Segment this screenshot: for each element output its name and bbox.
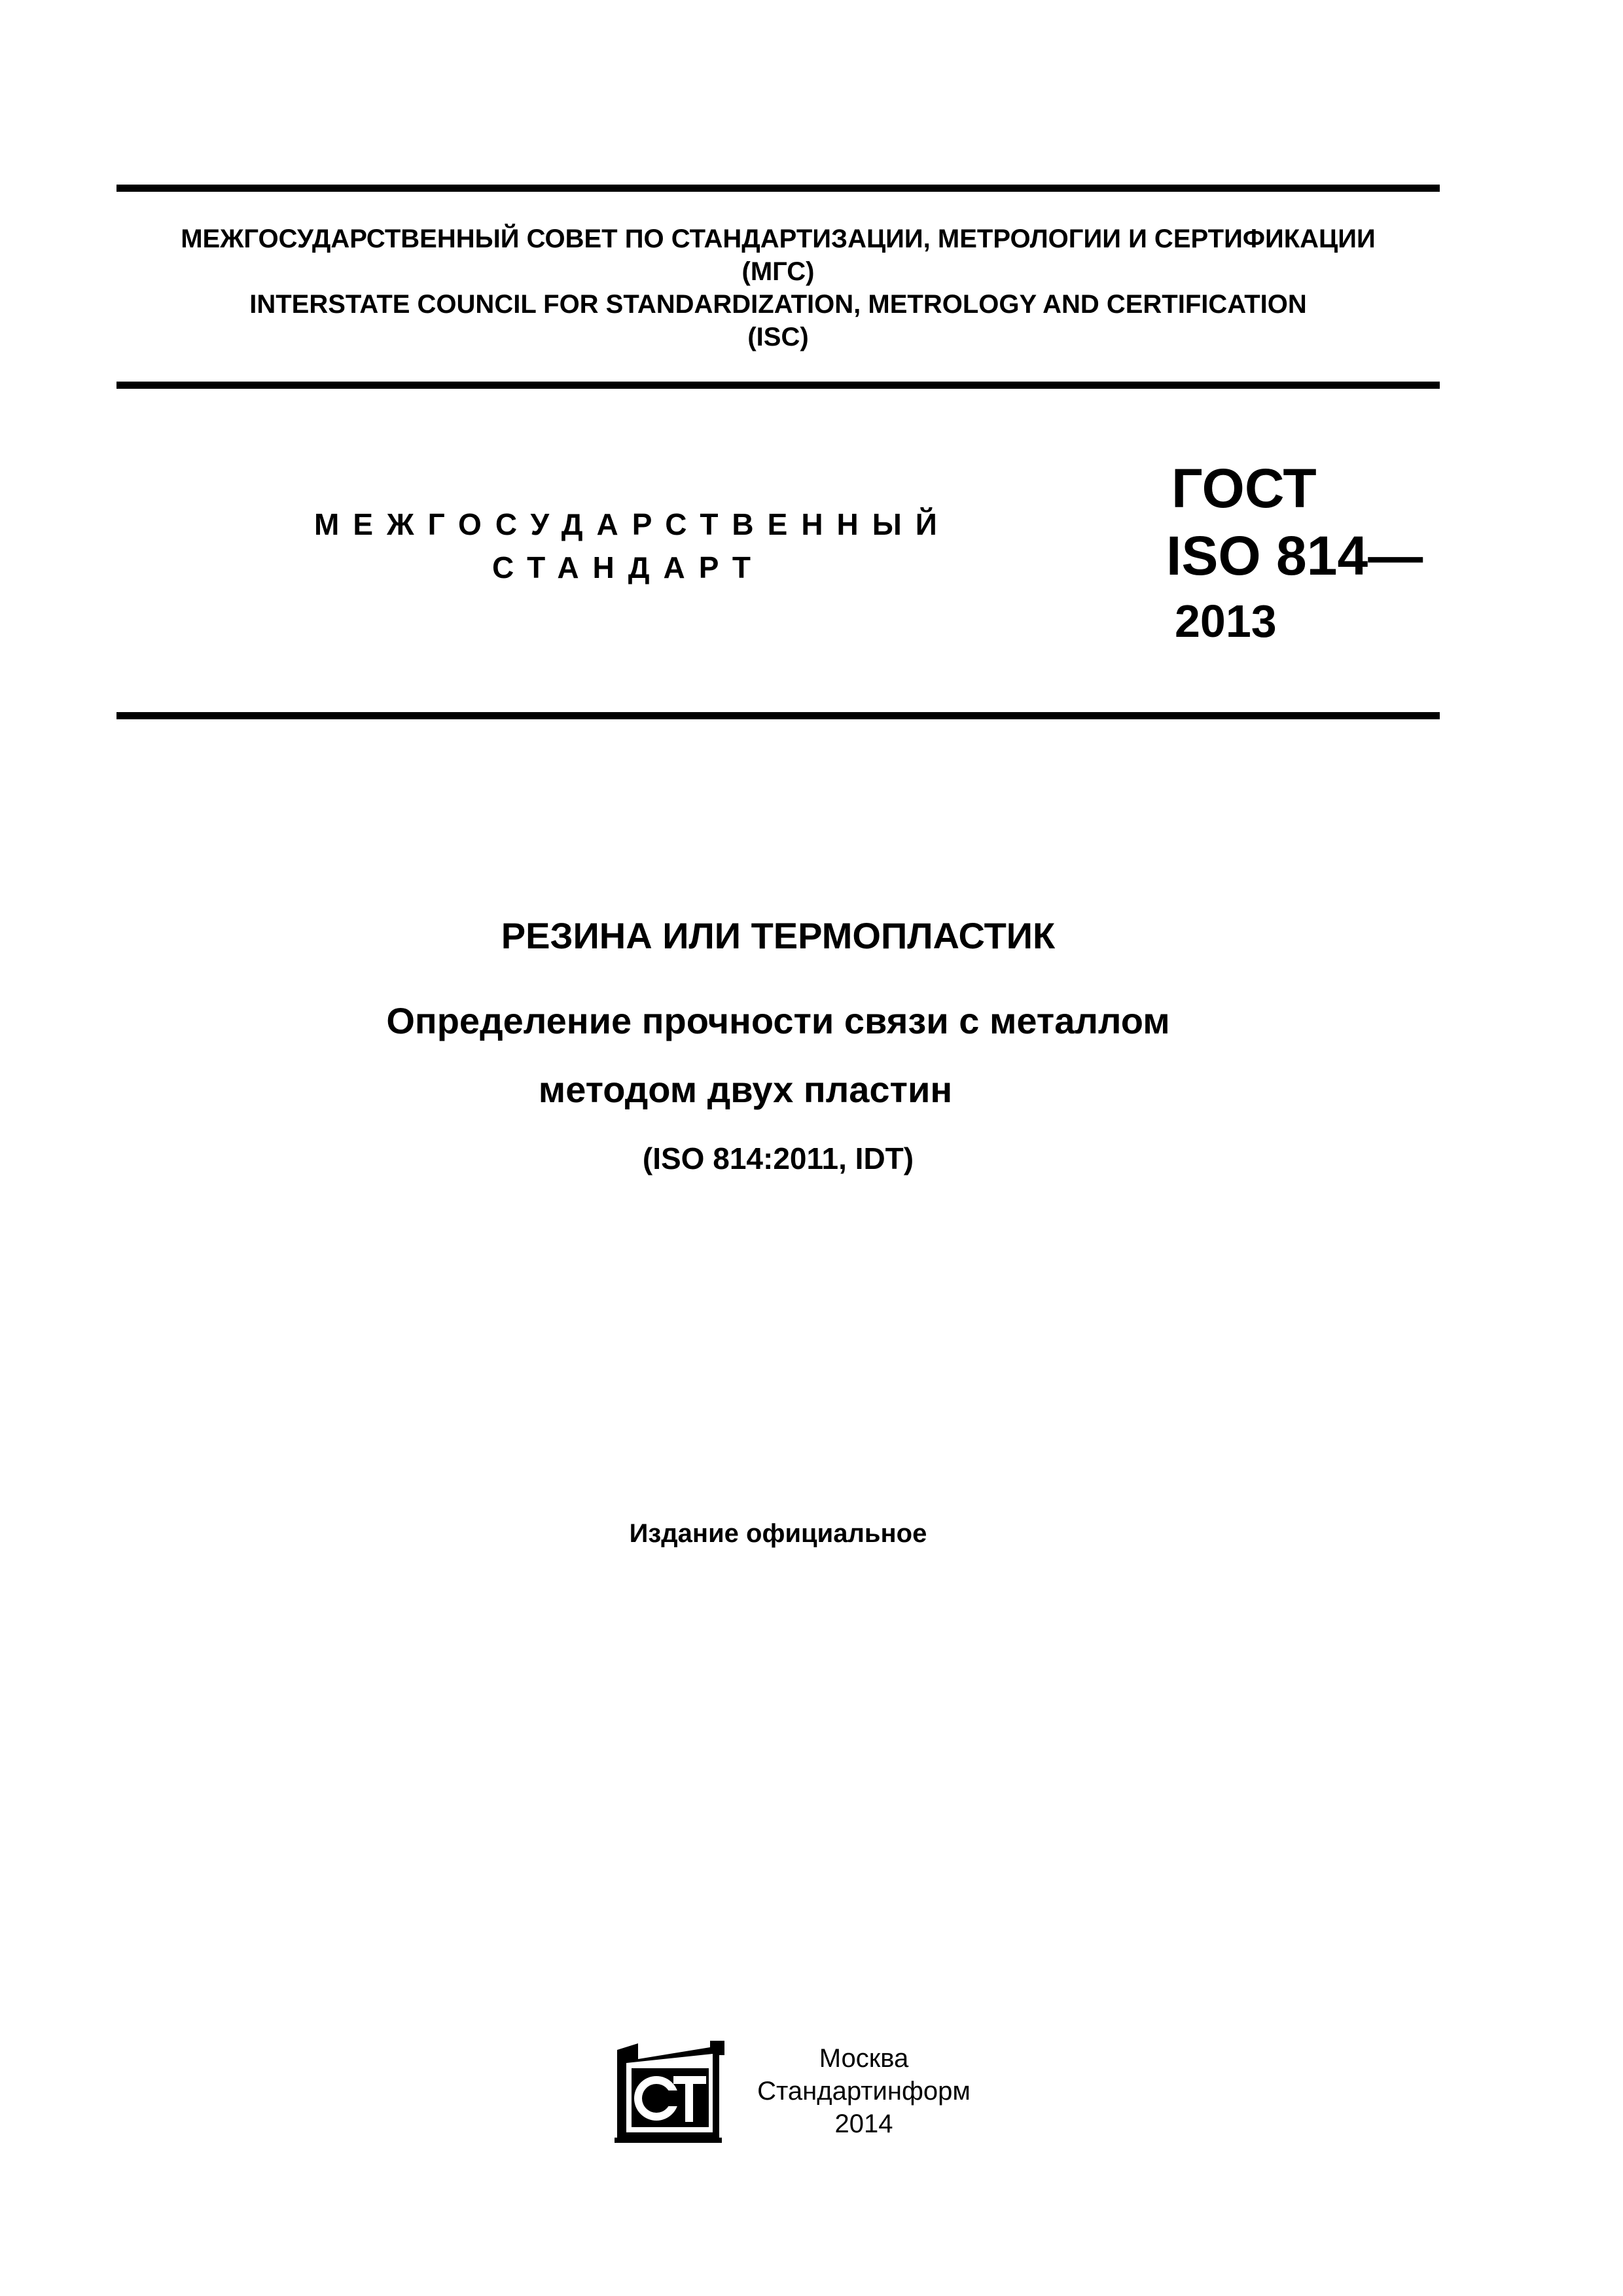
standard-code-year: 2013 (1175, 596, 1277, 647)
council-abbr-ru: (МГС) (741, 257, 815, 286)
standard-kind-line1: МЕЖГОСУДАРСТВЕННЫЙ (314, 507, 951, 541)
title-reference: (ISO 814:2011, IDT) (642, 1141, 914, 1175)
standard-code-gost: ГОСТ (1171, 457, 1317, 519)
council-name-ru: МЕЖГОСУДАРСТВЕННЫЙ СОВЕТ ПО СТАНДАРТИЗАЦИИ, МЕТРОЛОГИИ И СЕРТИФИКАЦИИ (181, 224, 1376, 253)
edition-label: Издание официальное (629, 1519, 927, 1548)
standartinform-logo-icon (612, 2041, 724, 2144)
header-bottom-rule (116, 712, 1440, 719)
council-header (116, 223, 1440, 353)
title-sub-line1: Определение прочности связи с металлом (386, 1000, 1170, 1041)
document-subtitle (116, 985, 1440, 1126)
council-bottom-rule (116, 382, 1440, 389)
title-main: РЕЗИНА ИЛИ ТЕРМОПЛАСТИК (501, 915, 1056, 956)
top-rule (116, 185, 1440, 192)
publisher-city: Москва (819, 2044, 909, 2073)
title-sub-line2: методом двух пластин (538, 1069, 953, 1110)
document-reference (116, 1139, 1440, 1178)
standard-kind (314, 503, 951, 589)
logo-graphic (612, 2041, 724, 2144)
council-name-en: INTERSTATE COUNCIL FOR STANDARDIZATION, METROLOGY AND CERTIFICATION (249, 290, 1307, 319)
standard-kind-line2: СТАНДАРТ (492, 550, 764, 584)
publisher-year: 2014 (834, 2109, 893, 2138)
publisher-block (733, 2042, 995, 2140)
council-abbr-en: (ISC) (747, 323, 809, 351)
document-title (116, 913, 1440, 959)
standard-code-number: ISO 814— (1166, 525, 1423, 586)
publisher-name: Стандартинформ (757, 2077, 971, 2106)
